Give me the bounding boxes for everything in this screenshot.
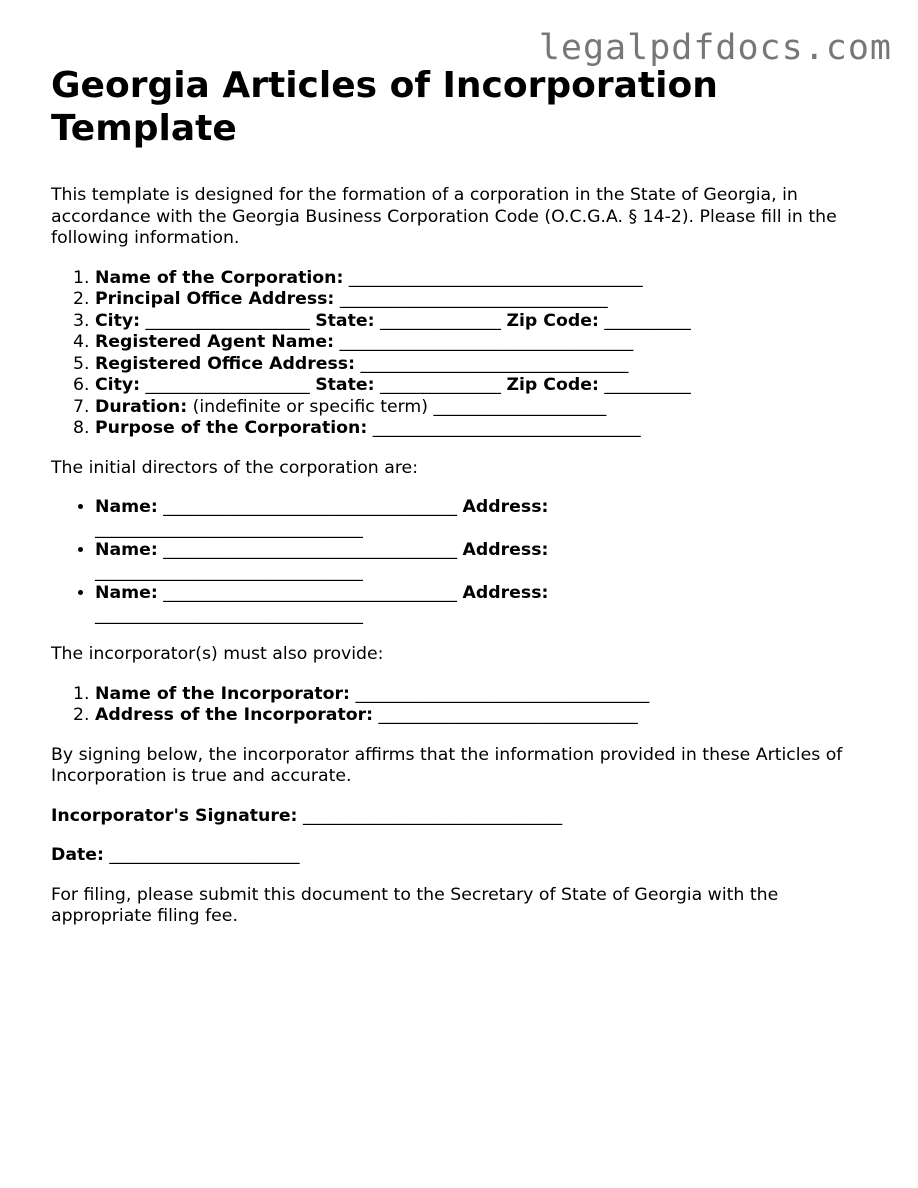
field-duration: 7. Duration: (indefinite or specific term) ____________________ <box>95 397 881 419</box>
field-blank: __________________________________ <box>157 540 463 560</box>
field-city-state-zip: 3. City: ___________________ State: ______________ Zip Code: __________ <box>95 311 881 333</box>
field-blank: __________ <box>598 310 691 331</box>
field-blank: _______________________________ <box>334 289 608 309</box>
field-blank: __________ <box>598 375 691 395</box>
field-blank: _______________________________ <box>95 518 363 539</box>
field-blank: ______________________ <box>103 845 300 865</box>
intro-paragraph: This template is designed for the formation of a corporation in the State of Georgia, in accordance with the Georgia Business Corporation Code (O.C.G.A. § 14-2). Please fill in the following information. <box>51 185 837 248</box>
director-entry: • Name: __________________________________ Address: _______________________________ <box>95 497 655 540</box>
field-blank: __________________________________ <box>157 497 463 517</box>
director-entry: • Name: __________________________________ Address: _______________________________ <box>95 583 655 626</box>
field-blank: __________________________________ <box>157 583 463 603</box>
filing-paragraph: For filing, please submit this document to the Secretary of State of Georgia with the appropriate filing fee. <box>51 884 779 926</box>
field-blank: __________________________________ <box>349 683 650 704</box>
field-blank: ______________________________ <box>297 805 563 826</box>
directors-list <box>51 497 655 626</box>
field-city-state-zip: 6. City: ___________________ State: ______________ Zip Code: __________ <box>95 375 881 397</box>
signature-line: Incorporator's Signature: ______________________________ <box>51 805 563 826</box>
field-blank: _______________________________ <box>95 561 363 582</box>
affirmation-paragraph: By signing below, the incorporator affirms that the information provided in these Articles of Incorporation is true and accurate. <box>51 744 843 786</box>
field-blank: __________________________________ <box>343 267 643 288</box>
incorporator-intro: The incorporator(s) must also provide: <box>51 644 384 664</box>
date-line: Date: ______________________ <box>51 845 300 865</box>
field-incorporator-address: 2. Address of the Incorporator: ______________________________ <box>95 705 881 727</box>
document-title: Georgia Articles of Incorporation Template <box>51 65 718 149</box>
document-page <box>51 64 881 928</box>
field-blank: _______________________________ <box>355 353 629 374</box>
field-blank: __________________________________ <box>334 332 634 352</box>
field-registered-office-address: 5. Registered Office Address: _______________________________ <box>95 354 881 376</box>
field-blank: ______________ <box>374 310 507 331</box>
field-purpose: 8. Purpose of the Corporation: _______________________________ <box>95 418 881 440</box>
field-blank: ___________________ <box>140 310 316 331</box>
corporation-fields-list <box>51 268 881 440</box>
field-incorporator-name: 1. Name of the Incorporator: __________________________________ <box>95 684 881 706</box>
field-blank: ______________ <box>374 375 507 395</box>
incorporator-fields-list <box>51 684 881 727</box>
field-blank: (indefinite or specific term) ____________________ <box>187 396 607 417</box>
directors-intro: The initial directors of the corporation are: <box>51 457 419 478</box>
watermark: legalpdfdocs.com <box>538 28 892 68</box>
field-blank: ______________________________ <box>373 705 638 725</box>
field-blank: ___________________ <box>140 375 316 395</box>
field-corporation-name: 1. Name of the Corporation: __________________________________ <box>95 268 881 290</box>
field-principal-office-address: 2. Principal Office Address: _______________________________ <box>95 289 881 311</box>
field-blank: _______________________________ <box>367 418 641 438</box>
field-blank: _______________________________ <box>95 604 363 625</box>
director-entry: • Name: __________________________________ Address: _______________________________ <box>95 540 655 583</box>
field-registered-agent-name: 4. Registered Agent Name: __________________________________ <box>95 332 881 354</box>
